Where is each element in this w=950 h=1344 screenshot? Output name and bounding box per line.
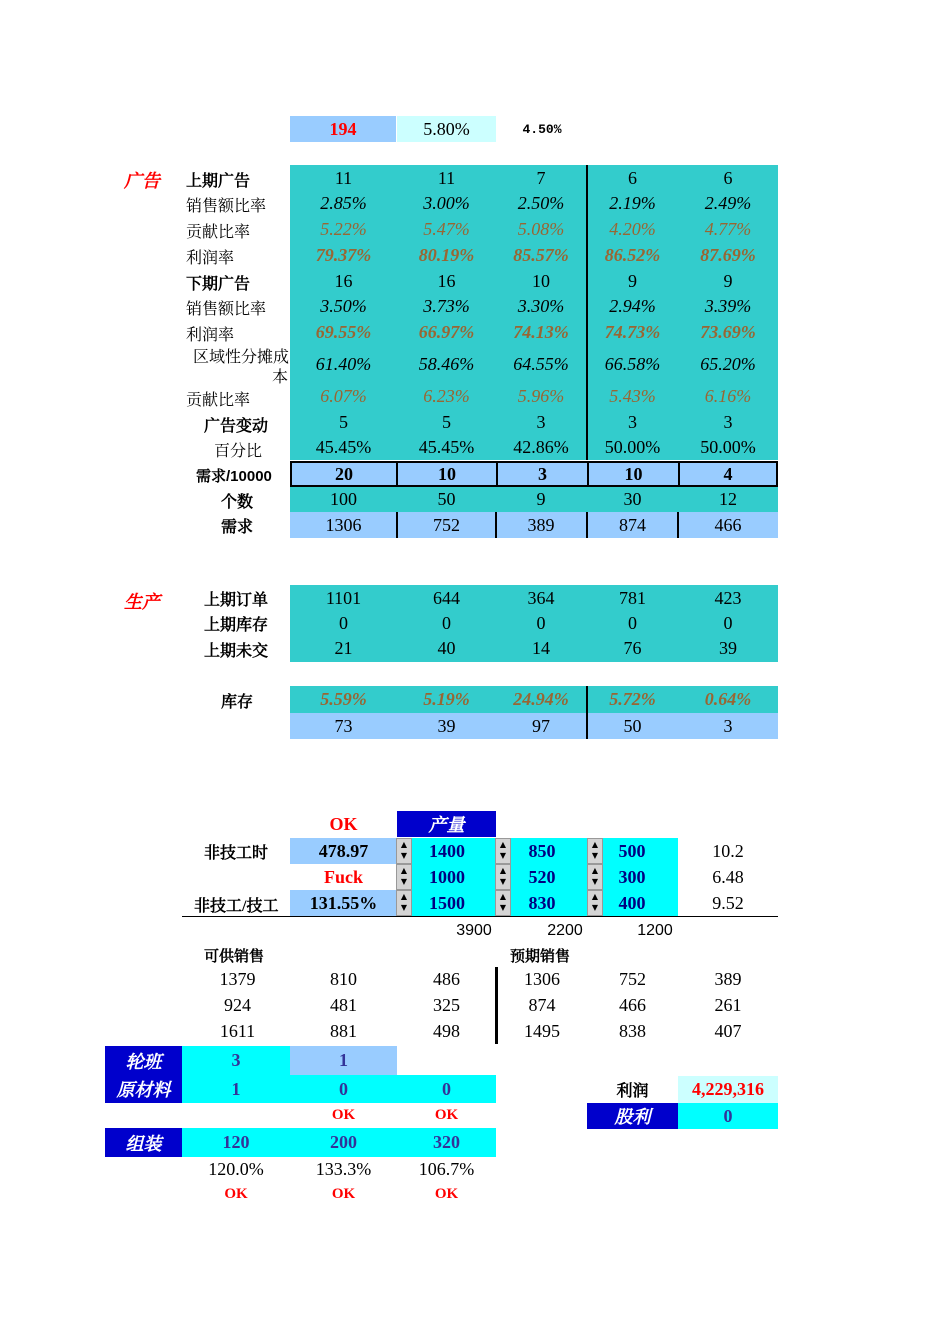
output-input[interactable]: 520 (528, 866, 556, 887)
shift-value[interactable]: 3 (182, 1046, 290, 1075)
available-cell: 498 (433, 1021, 460, 1041)
assembly-value[interactable]: 320 (433, 1132, 460, 1152)
output-total: 2200 (547, 922, 583, 939)
cell: 2.50% (517, 192, 565, 213)
demand10000-cell[interactable]: 10 (396, 461, 498, 487)
available-cell: 924 (224, 995, 251, 1015)
spinner-arrows-icon[interactable]: ▲ ▼ (587, 838, 603, 864)
cell: 42.86% (513, 436, 569, 457)
dividend-value[interactable]: 0 (678, 1103, 778, 1129)
label-regional-b: 本 (272, 368, 289, 386)
assembly-ok: OK (434, 1185, 459, 1202)
cell: 3 (723, 411, 733, 432)
output-right-value: 9.52 (712, 893, 744, 913)
label-next-ad: 下期广告 (186, 275, 251, 293)
label-sales-ratio-2: 销售额比率 (186, 300, 267, 318)
output-underline (182, 916, 778, 917)
dividend-label: 股利 (587, 1103, 678, 1129)
spinner-arrows-icon[interactable]: ▲ ▼ (396, 890, 412, 916)
cell: 45.45% (315, 436, 372, 457)
cell: 16 (334, 270, 353, 291)
cell: 50.00% (604, 436, 661, 457)
cell: 5.72% (609, 689, 656, 709)
cell: 2.19% (609, 192, 656, 213)
cell: 2.49% (704, 192, 752, 213)
cell: 5.96% (517, 385, 565, 406)
label-demand: 需求 (221, 518, 254, 536)
cell: 45.45% (418, 436, 475, 457)
top-value-3: 4.50% (522, 121, 562, 137)
cell: 10 (532, 270, 550, 291)
cell: 24.94% (513, 689, 569, 709)
assembly-ok: OK (224, 1185, 248, 1202)
cell: 64.55% (513, 353, 569, 374)
cell: 12 (719, 489, 737, 509)
output-total: 3900 (456, 922, 492, 939)
material-ok: OK (331, 1106, 356, 1123)
expected-cell: 407 (714, 1021, 742, 1041)
material-label: 原材料 (105, 1075, 182, 1103)
cell: 4.77% (704, 218, 752, 239)
available-cell: 1611 (219, 1021, 256, 1041)
top-value-2: 5.80% (397, 116, 496, 142)
cell: 3 (723, 715, 733, 736)
assembly-value[interactable]: 200 (330, 1132, 357, 1152)
top-value-1: 194 (290, 116, 396, 142)
label-profit-2: 利润率 (186, 326, 235, 344)
available-cell: 325 (433, 995, 460, 1015)
assembly-ok: OK (331, 1185, 356, 1202)
cell: 65.20% (700, 353, 756, 374)
cell: 87.69% (700, 244, 756, 265)
cell: 66.97% (418, 321, 475, 342)
cell: 80.19% (418, 244, 475, 265)
output-input[interactable]: 300 (618, 866, 646, 887)
ratio-value: 131.55% (290, 890, 397, 917)
cell: 423 (714, 587, 742, 608)
cell: 74.73% (604, 321, 661, 342)
cell: 752 (433, 514, 460, 535)
cell: 0 (723, 612, 733, 633)
label-available-sales: 可供销售 (204, 948, 265, 965)
label-nontech-hours: 非技工时 (204, 844, 269, 862)
label-contrib-2: 贡献比率 (186, 391, 251, 409)
cell: 5.43% (609, 385, 656, 406)
output-input[interactable]: 1000 (429, 866, 465, 887)
cell: 4.20% (609, 218, 656, 239)
cell: 0.64% (704, 689, 752, 709)
cell: 5.22% (320, 218, 367, 239)
cell: 3.00% (423, 192, 470, 213)
cell: 5.19% (423, 689, 470, 709)
shift-value[interactable]: 1 (290, 1046, 397, 1075)
cell: 5.59% (320, 689, 367, 709)
available-cell: 810 (330, 969, 357, 989)
label-profit-1: 利润率 (186, 249, 235, 267)
expected-cell: 389 (714, 969, 742, 989)
cell: 61.40% (315, 353, 372, 374)
cell: 1306 (325, 514, 362, 535)
cell: 5 (442, 411, 451, 432)
label-demand-10000: 需求/10000 (196, 467, 272, 485)
spinner-arrows-icon[interactable]: ▲ ▼ (495, 890, 511, 916)
cell: 3.50% (320, 295, 367, 316)
prod-section-title: 生产 (124, 592, 160, 612)
cell: 3.73% (423, 295, 470, 316)
output-total: 1200 (637, 922, 673, 939)
cell: 69.55% (315, 321, 372, 342)
output-right-value: 6.48 (712, 866, 744, 887)
available-cell: 881 (330, 1021, 357, 1041)
output-input[interactable]: 830 (528, 893, 556, 913)
cell: 6.16% (704, 385, 752, 406)
output-input[interactable]: 1500 (429, 893, 465, 913)
cell: 9 (536, 489, 546, 509)
cell: 73.69% (700, 321, 756, 342)
cell: 5 (339, 411, 348, 432)
demand10000-cell[interactable]: 10 (587, 461, 680, 487)
cell: 66.58% (604, 353, 661, 374)
nontech-hours-value: 478.97 (290, 838, 397, 864)
expected-cell: 261 (714, 995, 742, 1015)
label-percent: 百分比 (214, 442, 263, 460)
cell: 7 (536, 167, 546, 188)
cell: 40 (437, 637, 456, 658)
label-expected-sales: 预期销售 (510, 948, 571, 965)
expected-cell: 874 (528, 995, 556, 1015)
shift-label: 轮班 (105, 1046, 182, 1075)
cell: 97 (532, 715, 550, 736)
output-header: 产量 (397, 811, 496, 837)
cell: 11 (437, 167, 456, 188)
material-value[interactable]: 0 (442, 1078, 451, 1099)
spinner-arrows-icon[interactable]: ▲ ▼ (495, 838, 511, 864)
cell: 2.94% (609, 295, 656, 316)
ok-label: OK (329, 813, 358, 834)
ad-section-title: 广告 (124, 171, 160, 191)
cell: 1101 (325, 587, 362, 608)
cell: 79.37% (315, 244, 372, 265)
expected-cell: 752 (619, 969, 646, 989)
cell: 0 (628, 612, 637, 633)
assembly-pct: 120.0% (208, 1158, 264, 1179)
cell: 3.30% (517, 295, 565, 316)
cell: 58.46% (418, 353, 475, 374)
cell: 73 (334, 715, 353, 736)
assembly-value[interactable]: 120 (222, 1132, 250, 1152)
profit-label: 利润 (616, 1083, 649, 1100)
cell: 14 (532, 637, 550, 658)
output-input[interactable]: 500 (618, 840, 646, 861)
available-cell: 1379 (219, 969, 256, 989)
warning-text: Fuck (323, 866, 363, 887)
cell: 5.08% (517, 218, 565, 239)
cell: 76 (623, 637, 642, 658)
cell: 21 (334, 637, 353, 658)
output-input[interactable]: 400 (618, 893, 646, 913)
cell: 30 (623, 489, 642, 509)
label-count: 个数 (221, 493, 254, 511)
cell: 50 (437, 489, 456, 509)
available-cell: 486 (433, 969, 460, 989)
cell: 39 (719, 637, 737, 658)
assembly-label: 组装 (105, 1128, 182, 1157)
output-input[interactable]: 1400 (429, 840, 465, 861)
label-regional-a: 区域性分摊成 (193, 348, 290, 366)
cell: 11 (334, 167, 353, 188)
cell: 644 (433, 587, 460, 608)
cell: 100 (330, 489, 357, 509)
expected-cell: 1495 (524, 1021, 560, 1041)
cell: 389 (527, 514, 555, 535)
cell: 2.85% (320, 192, 367, 213)
cell: 3.39% (704, 295, 752, 316)
cell: 466 (714, 514, 742, 535)
cell: 6 (628, 167, 637, 188)
cell: 0 (536, 612, 546, 633)
demand10000-cell[interactable]: 3 (496, 461, 589, 487)
spinner-arrows-icon[interactable]: ▲ ▼ (495, 864, 511, 890)
cell: 6.23% (423, 385, 470, 406)
output-right-value: 10.2 (712, 840, 744, 861)
cell: 364 (527, 587, 555, 608)
profit-value: 4,229,316 (678, 1076, 778, 1103)
cell: 781 (619, 587, 646, 608)
cell: 86.52% (604, 244, 661, 265)
spinner-arrows-icon[interactable]: ▲ ▼ (396, 838, 412, 864)
demand10000-cell[interactable]: 4 (678, 461, 778, 487)
cell: 874 (619, 514, 646, 535)
cell: 6.07% (320, 385, 367, 406)
material-value[interactable]: 1 (231, 1078, 241, 1099)
spinner-arrows-icon[interactable]: ▲ ▼ (587, 864, 603, 890)
material-ok: OK (434, 1106, 459, 1123)
label-ratio: 非技工/技工 (194, 897, 279, 915)
label-ad-change: 广告变动 (204, 417, 269, 435)
cell: 0 (339, 612, 348, 633)
cell: 3 (536, 411, 546, 432)
cell: 9 (628, 270, 637, 291)
label-prev-stock: 上期库存 (204, 616, 269, 634)
expected-cell: 838 (619, 1021, 646, 1041)
demand10000-cell[interactable]: 20 (290, 461, 398, 487)
cell: 39 (437, 715, 456, 736)
cell: 6 (723, 167, 733, 188)
label-prev-ad: 上期广告 (186, 172, 251, 190)
expected-cell: 466 (619, 995, 646, 1015)
assembly-pct: 106.7% (418, 1158, 475, 1179)
label-prev-order: 上期订单 (204, 591, 269, 609)
cell: 16 (437, 270, 456, 291)
spinner-arrows-icon[interactable]: ▲ ▼ (587, 890, 603, 916)
output-input[interactable]: 850 (528, 840, 556, 861)
cell: 74.13% (513, 321, 569, 342)
available-cell: 481 (330, 995, 357, 1015)
cell: 85.57% (513, 244, 569, 265)
cell: 0 (442, 612, 451, 633)
assembly-pct: 133.3% (315, 1158, 372, 1179)
label-contrib-1: 贡献比率 (186, 223, 251, 241)
cell: 3 (628, 411, 637, 432)
label-prev-unpaid: 上期未交 (204, 642, 269, 660)
cell: 50 (623, 715, 642, 736)
label-stock: 库存 (221, 693, 254, 711)
cell: 50.00% (700, 436, 756, 457)
label-sales-ratio-1: 销售额比率 (186, 197, 267, 215)
material-value[interactable]: 0 (339, 1078, 348, 1099)
expected-cell: 1306 (524, 969, 560, 989)
spinner-arrows-icon[interactable]: ▲ ▼ (396, 864, 412, 890)
cell: 5.47% (423, 218, 470, 239)
cell: 9 (723, 270, 733, 291)
